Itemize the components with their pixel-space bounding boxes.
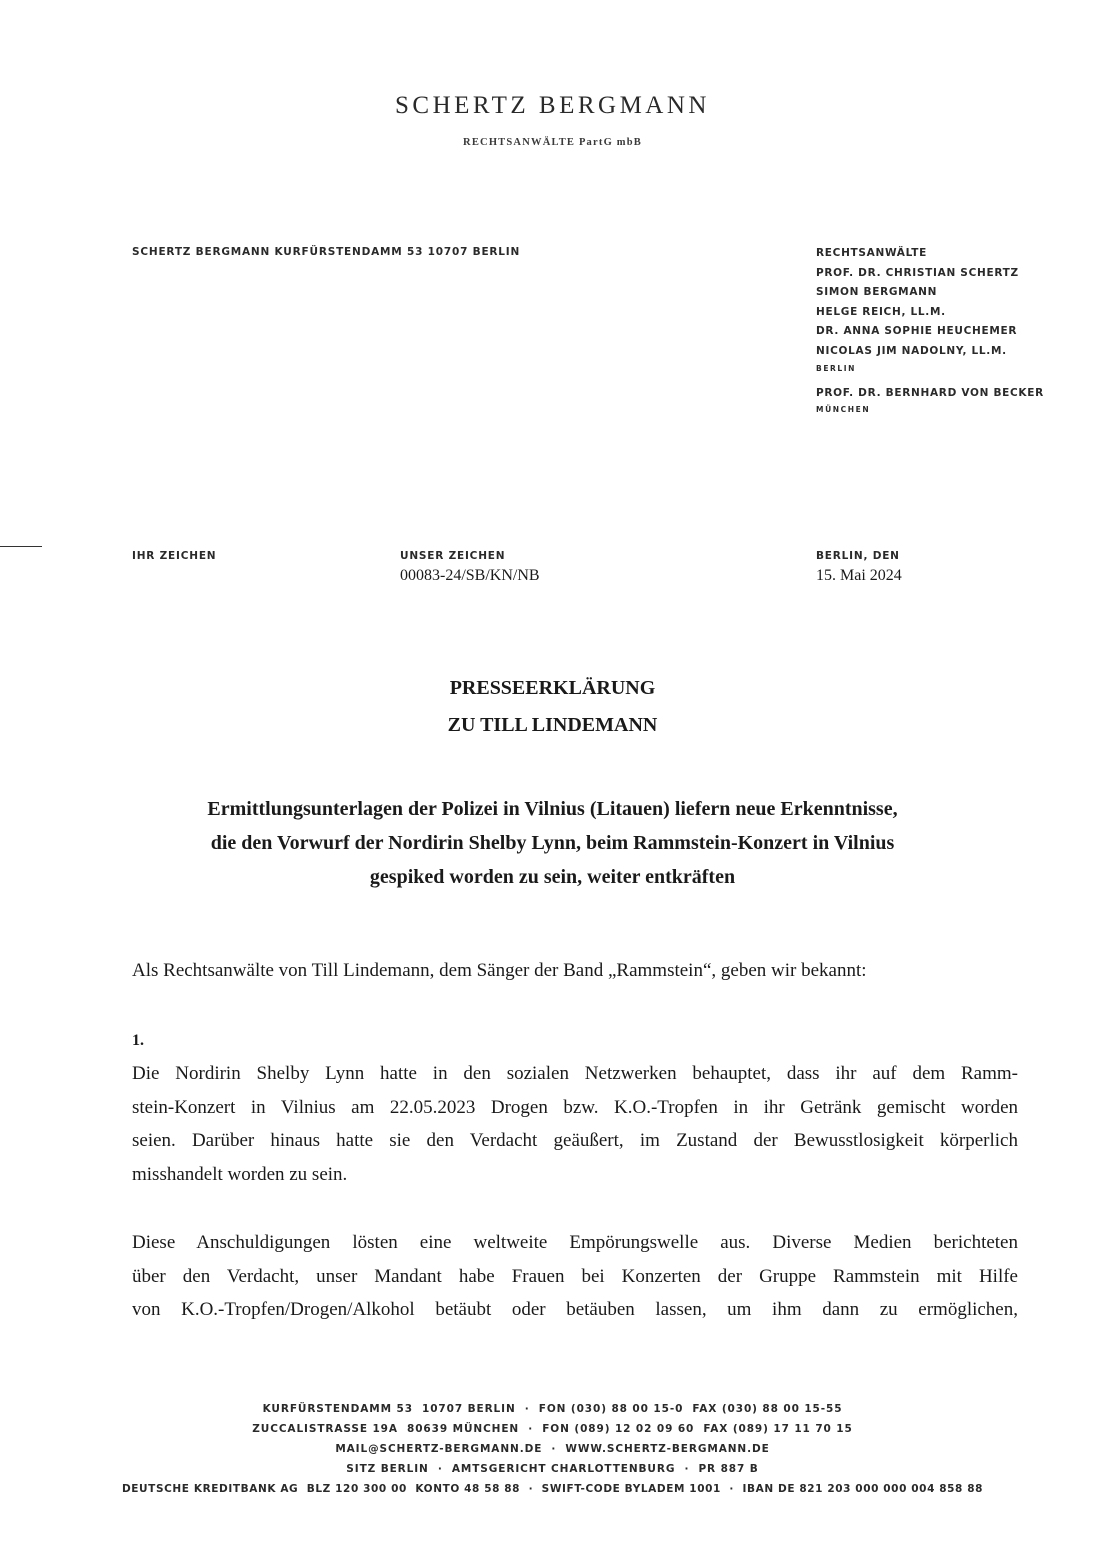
lawyer-name: SIMON BERGMANN xyxy=(816,286,938,299)
subtitle-line: die den Vorwurf der Nordirin Shelby Lynn, beim Rammstein-Konzert in Vilnius xyxy=(210,832,895,854)
paragraph-2 xyxy=(132,1226,1018,1327)
firm-subtitle: RECHTSANWÄLTE PartG mbB xyxy=(463,137,642,148)
footer-registry: SITZ BERLIN · AMTSGERICHT CHARLOTTENBURG · PR 887 B xyxy=(346,1463,759,1475)
paragraph-line: Diese Anschuldigungen lösten eine weltweite Empörungswelle aus. Diverse Medien berichteten xyxy=(132,1232,1018,1253)
footer-berlin-address: KURFÜRSTENDAMM 53 10707 BERLIN · FON (030) 88 00 15-0 FAX (030) 88 00 15-55 xyxy=(262,1403,843,1415)
paragraph-1 xyxy=(132,1057,1018,1192)
paragraph-line: stein-Konzert in Vilnius am 22.05.2023 Drogen bzw. K.O.-Tropfen in ihr Getränk gemischt worden xyxy=(132,1096,1018,1118)
lawyer-name: NICOLAS JIM NADOLNY, LL.M. xyxy=(816,344,1007,357)
lawyers-heading: RECHTSANWÄLTE xyxy=(816,247,928,259)
footer-bank-details: DEUTSCHE KREDITBANK AG BLZ 120 300 00 KONTO 48 58 88 · SWIFT-CODE BYLADEM 1001 · IBAN DE 821 203 000 000 004 858 88 xyxy=(121,1483,984,1495)
their-reference-label: IHR ZEICHEN xyxy=(132,550,217,562)
paragraph-line: seien. Darüber hinaus hatte sie den Verdacht geäußert, im Zustand der Bewusstlosigkeit körperlich xyxy=(132,1130,1018,1152)
lawyer-name: PROF. DR. BERNHARD VON BECKER xyxy=(816,386,1044,399)
footer-munich-address: ZUCCALISTRASSE 19A 80639 MÜNCHEN · FON (089) 12 02 09 60 FAX (089) 17 11 70 15 xyxy=(252,1423,853,1435)
lawyers-list xyxy=(816,244,1044,425)
lawyer-name: PROF. DR. CHRISTIAN SCHERTZ xyxy=(816,266,1019,279)
our-reference-label: UNSER ZEICHEN xyxy=(400,550,506,562)
subtitle-line: gespiked worden zu sein, weiter entkräften xyxy=(369,866,736,888)
firm-name: SCHERTZ BERGMANN xyxy=(395,92,710,119)
subtitle-line: Ermittlungsunterlagen der Polizei in Vilnius (Litauen) liefern neue Erkenntnisse, xyxy=(207,798,898,820)
date-value: 15. Mai 2024 xyxy=(816,567,902,584)
paragraph-line: über den Verdacht, unser Mandant habe Frauen bei Konzerten der Gruppe Rammstein mit Hilfe xyxy=(132,1265,1018,1287)
lawyer-name: HELGE REICH, LL.M. xyxy=(816,305,946,318)
fold-mark xyxy=(0,546,42,547)
office-city-munich: MÜNCHEN xyxy=(816,405,871,415)
paragraph-line: Die Nordirin Shelby Lynn hatte in den sozialen Netzwerken behauptet, dass ihr auf dem Ramm- xyxy=(132,1063,1018,1084)
sender-address-line: SCHERTZ BERGMANN KURFÜRSTENDAMM 53 10707 BERLIN xyxy=(132,246,521,258)
our-reference-value: 00083-24/SB/KN/NB xyxy=(400,567,540,584)
paragraph-line: misshandelt worden zu sein. xyxy=(132,1164,348,1186)
lawyer-name: DR. ANNA SOPHIE HEUCHEMER xyxy=(816,325,1018,338)
date-label: BERLIN, DEN xyxy=(816,550,900,562)
section-number: 1. xyxy=(132,1032,144,1049)
footer-contact: MAIL@SCHERTZ-BERGMANN.DE · WWW.SCHERTZ-BERGMANN.DE xyxy=(335,1443,770,1455)
office-city-berlin: BERLIN xyxy=(816,363,857,373)
document-title-line2: ZU TILL LINDEMANN xyxy=(447,714,658,736)
document-title: PRESSEERKLÄRUNG xyxy=(449,677,656,699)
intro-sentence: Als Rechtsanwälte von Till Lindemann, dem Sänger der Band „Rammstein“, geben wir bekannt: xyxy=(132,960,867,981)
paragraph-line: von K.O.-Tropfen/Drogen/Alkohol betäubt oder betäuben lassen, um ihm dann zu ermöglichen, xyxy=(132,1299,1018,1321)
document-subtitle xyxy=(0,792,1105,894)
